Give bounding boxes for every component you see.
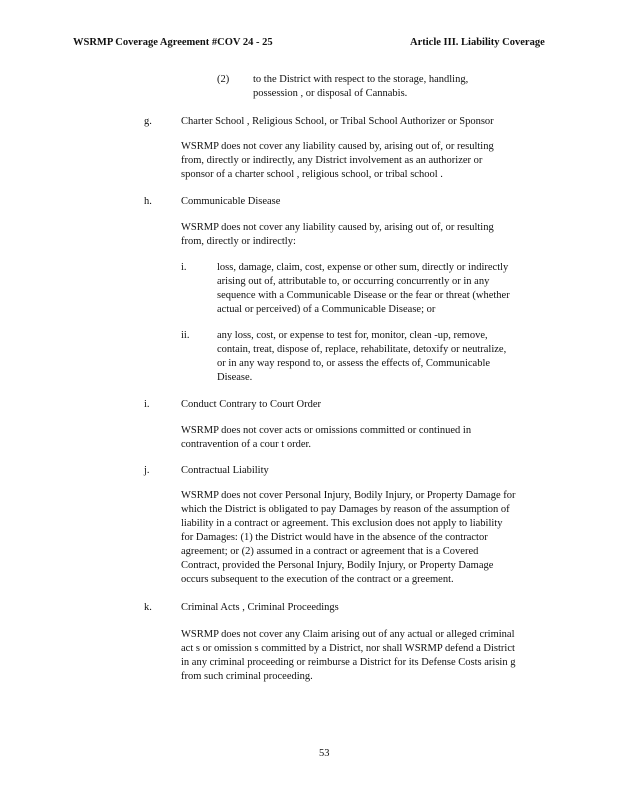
text-line: sponsor of a charter school , religious school, or tribal school .: [181, 169, 443, 180]
text-line: sequence with a Communicable Disease or the fear or threat (whether: [217, 290, 510, 301]
text-line: to the District with respect to the storage, handling,: [253, 74, 469, 85]
text-line: possession , or disposal of Cannabis.: [253, 88, 408, 99]
text-line: from, directly or indirectly:: [181, 236, 296, 247]
text-line: in any criminal proceeding or reimburse a District for its Defense Costs arisin g: [181, 657, 516, 668]
section-title: Contractual Liability: [181, 465, 269, 476]
section-letter: k.: [144, 602, 152, 613]
section-body: [181, 424, 471, 452]
text-line: WSRMP does not cover any liability caused by, arising out of, or resulting: [181, 222, 494, 233]
text-line: for Damages: (1) the District would have in the absence of the contractor: [181, 532, 488, 543]
text-line: agreement; or (2) assumed in a contract or agreement that is a Covered: [181, 546, 479, 557]
section-letter: j.: [144, 465, 150, 476]
text-line: Disease.: [217, 372, 253, 383]
subitem-body: [217, 261, 510, 317]
section-title: Criminal Acts , Criminal Proceedings: [181, 602, 339, 613]
section-title: Communicable Disease: [181, 196, 281, 207]
text-line: which the District is obligated to pay Damages by reason of the assumption of: [181, 504, 510, 515]
section-body: [181, 628, 515, 684]
subitem-body: [217, 329, 506, 385]
header-right: Article III. Liability Coverage: [410, 37, 545, 48]
section-title: Charter School , Religious School, or Tribal School Authorizer or Sponsor: [181, 116, 494, 127]
section-body: [181, 221, 494, 249]
section-body: [181, 489, 515, 587]
section-letter: h.: [144, 196, 152, 207]
text-line: WSRMP does not cover any Claim arising out of any actual or alleged criminal: [181, 629, 515, 640]
section-letter: g.: [144, 116, 152, 127]
text-line: WSRMP does not cover any liability caused by, arising out of, or resulting: [181, 141, 494, 152]
text-line: from, directly or indirectly, any District involvement as an authorizer or: [181, 155, 483, 166]
text-line: actual or perceived) of a Communicable Disease; or: [217, 304, 436, 315]
text-line: liability in a contract or agreement. This exclusion does not apply to liability: [181, 518, 503, 529]
text-line: Contract, provided the Personal Injury, Bodily Injury, or Property Damage: [181, 560, 494, 571]
text-line: contravention of a cour t order.: [181, 439, 312, 450]
section-letter: i.: [144, 399, 150, 410]
text-line: or in any way respond to, or assess the effects of, Communicable: [217, 358, 491, 369]
text-line: act s or omission s committed by a District, nor shall WSRMP defend a District: [181, 643, 515, 654]
text-line: WSRMP does not cover acts or omissions committed or continued in: [181, 425, 472, 436]
text-line: from such criminal proceeding.: [181, 671, 313, 682]
section-body: [181, 140, 494, 182]
item-f-continued-text: [253, 73, 517, 101]
text-line: contain, treat, dispose of, replace, rehabilitate, detoxify or neutralize,: [217, 344, 507, 355]
subitem-number: ii.: [181, 330, 190, 341]
header-left: WSRMP Coverage Agreement #COV 24 - 25: [73, 37, 273, 48]
subitem-number: i.: [181, 262, 187, 273]
text-line: occurs subsequent to the execution of the contract or a greement.: [181, 574, 454, 585]
text-line: any loss, cost, or expense to test for, monitor, clean -up, remove,: [217, 330, 488, 341]
page-number: 53: [319, 748, 330, 759]
section-title: Conduct Contrary to Court Order: [181, 399, 321, 410]
item-number: (2): [217, 74, 230, 85]
text-line: arising out of, attributable to, or occurring concurrently or in any: [217, 276, 490, 287]
text-line: WSRMP does not cover Personal Injury, Bodily Injury, or Property Damage for: [181, 490, 516, 501]
text-line: loss, damage, claim, cost, expense or other sum, directly or indirectly: [217, 262, 509, 273]
